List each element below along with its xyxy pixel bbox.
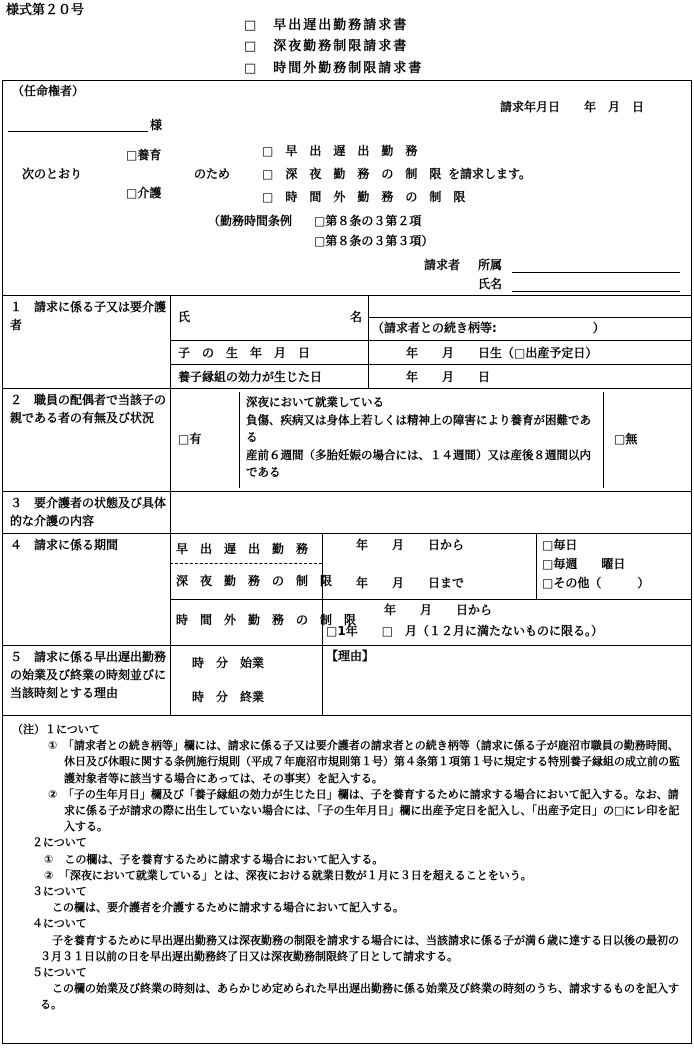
row3-bottom xyxy=(2,533,692,534)
note-2-2: ② 「深夜において就業している」とは、深夜における就業日数が１月に３日を超えることをいう。 xyxy=(44,868,532,882)
row2-label: ２ 職員の配偶者で当該子の親である者の有無及び状況 xyxy=(10,393,167,425)
row3-label: ３ 要介護者の状態及び具体的な介護の内容 xyxy=(10,496,167,528)
appointer-label: （任命権者） xyxy=(12,84,85,98)
title-night-limit: □ 深夜勤務制限請求書 xyxy=(244,39,409,54)
title-early-late: □ 早出遅出勤務請求書 xyxy=(244,18,409,33)
spouse-yes-checkbox[interactable]: □有 xyxy=(178,432,202,446)
row4-divider-b xyxy=(536,533,537,599)
period-night-label: 深 夜 勤 務 の 制 限 xyxy=(176,574,333,588)
option-overtime-limit[interactable]: □ 時 間 外 勤 務 の 制 限 xyxy=(262,190,466,204)
adoption-date-field[interactable]: 年 月 日 xyxy=(406,370,491,384)
childcare-checkbox[interactable]: □養育 xyxy=(126,148,162,162)
table-bottom-line xyxy=(2,715,692,716)
tsugi-label: 次のとおり xyxy=(22,167,83,181)
row4-divider xyxy=(322,533,323,645)
note-1-2: ② 「子の生年月日」欄及び「養子縁組の効力が生じた日」欄は、子を養育するために請求する場合において記入する。なお、請求に係る子が請求の際に出生していない場合には、「子の生年月日」欄に出産予定日を記入し、「出産予定日」の□にレ印を記入する。 xyxy=(48,787,680,834)
row1-bottom xyxy=(2,388,692,389)
row1-label: １ 請求に係る子又は要介護者 xyxy=(10,300,167,332)
birth-date-label: 子 の 生 年 月 日 xyxy=(178,346,311,360)
jorei-option-2[interactable]: □第８条の３第２項 xyxy=(314,214,422,228)
note-head-1: （注）１について xyxy=(12,723,100,736)
note-head-4: ４について xyxy=(32,917,87,931)
note-head-5: ５について xyxy=(32,966,87,980)
period-dashed-line xyxy=(170,563,322,564)
appointer-name-line[interactable] xyxy=(8,131,148,132)
overtime-from-field[interactable]: 年 月 日から xyxy=(384,603,493,617)
row2-bottom xyxy=(2,491,692,492)
jorei-option-3[interactable]: □第８条の３第３項） xyxy=(314,234,434,248)
requester-label: 請求者 xyxy=(424,258,461,272)
option-early-late[interactable]: □ 早 出 遅 出 勤 務 xyxy=(262,144,418,158)
end-time-field[interactable]: 時 分 終業 xyxy=(192,690,265,704)
title-overtime-limit: □ 時間外勤務制限請求書 xyxy=(244,61,424,76)
other-checkbox[interactable]: □その他（ ） xyxy=(542,576,650,590)
seikyu-label: を請求します。 xyxy=(448,167,532,181)
row4-inner-line xyxy=(170,599,692,600)
start-time-field[interactable]: 時 分 始業 xyxy=(192,656,265,670)
notes-section xyxy=(8,722,688,1014)
note-head-3: ３について xyxy=(32,885,87,899)
nursing-checkbox[interactable]: □介護 xyxy=(126,186,162,200)
period-early-late-label: 早 出 遅 出 勤 務 xyxy=(176,542,309,556)
row1-line-b xyxy=(170,364,692,365)
name-label-b: 名 xyxy=(350,310,363,324)
request-date: 請求年月日 年 月 日 xyxy=(500,100,645,114)
table-col-line xyxy=(170,295,171,715)
spouse-status-text: 深夜において就業している 負傷、疾病又は身体上若しくは精神上の障害により養育が困難である 産前６週間（多胎妊娠の場合には、１４週間）又は産後８週間以内である xyxy=(246,395,591,479)
tame-label: のため xyxy=(194,167,231,181)
note-4-1: 子を養育するために早出遅出勤務又は深夜勤務の制限を請求する場合には、当該請求に係る子が満６歳に達する日以後の最初の３月３１日以前の日を早出遅出勤務終了日又は深夜勤務制限終了日として請求する。 xyxy=(40,933,679,963)
overtime-period-field[interactable]: □1年 □ 月（１２月に満たないものに限る。） xyxy=(326,624,604,638)
jorei-label: （勤務時間条例 xyxy=(208,214,293,228)
spouse-no-checkbox[interactable]: □無 xyxy=(614,432,638,446)
adoption-date-label: 養子縁組の効力が生じた日 xyxy=(178,370,323,384)
row4-bottom xyxy=(2,645,692,646)
name-line[interactable] xyxy=(512,291,680,292)
row5-label: ５ 請求に係る早出遅出勤務の始業及び終業の時刻並びに当該時刻とする理由 xyxy=(10,650,167,700)
relation-field[interactable]: （請求者との続き柄等: ） xyxy=(372,321,605,335)
period-from-field[interactable]: 年 月 日から xyxy=(356,538,465,552)
birth-date-field[interactable]: 年 月 日生（□出産予定日） xyxy=(406,346,598,360)
weekly-checkbox[interactable]: □毎週 曜日 xyxy=(542,557,626,571)
row5-divider xyxy=(322,645,323,715)
option-night-limit[interactable]: □ 深 夜 勤 務 の 制 限 xyxy=(262,167,442,181)
note-head-2: ２について xyxy=(32,836,87,850)
note-1-1: ① 「請求者との続き柄等」欄には、請求に係る子又は要介護者の請求者との続き柄等（請求に係る子が鹿沼市職員の勤務時間、休日及び休暇に関する条例施行規則（平成７年鹿沼市規則第１号）第４条第１項第１号に規定する特別養子縁組の成立前の監護対象者等に該当する場合にあっては、その事実）を記入する。 xyxy=(48,739,680,785)
affiliation-label: 所属 xyxy=(478,258,503,272)
period-overtime-label: 時 間 外 勤 務 の 制 限 xyxy=(176,613,357,627)
row1-inner-line xyxy=(368,317,692,318)
form-number: 様式第２０号 xyxy=(6,3,85,18)
reason-label: 【理由】 xyxy=(326,649,375,663)
affiliation-line[interactable] xyxy=(512,272,680,273)
note-2-1: ① この欄は、子を養育するために請求する場合において記入する。 xyxy=(44,852,384,866)
table-top-line xyxy=(2,295,692,296)
note-5-1: この欄の始業及び終業の時刻は、あらかじめ定められた早出遅出勤務に係る始業及び終業の時刻のうち、請求するものを記入する。 xyxy=(40,982,679,1012)
name-label-a: 氏 xyxy=(178,310,191,324)
row1-line-a xyxy=(170,340,692,341)
period-to-field[interactable]: 年 月 日まで xyxy=(356,576,465,590)
name-label: 氏名 xyxy=(478,277,503,291)
row4-label: ４ 請求に係る期間 xyxy=(10,538,119,552)
note-3-1: この欄は、要介護者を介護するために請求する場合において記入する。 xyxy=(52,901,404,915)
daily-checkbox[interactable]: □毎日 xyxy=(542,538,578,552)
sama-label: 様 xyxy=(150,118,163,132)
